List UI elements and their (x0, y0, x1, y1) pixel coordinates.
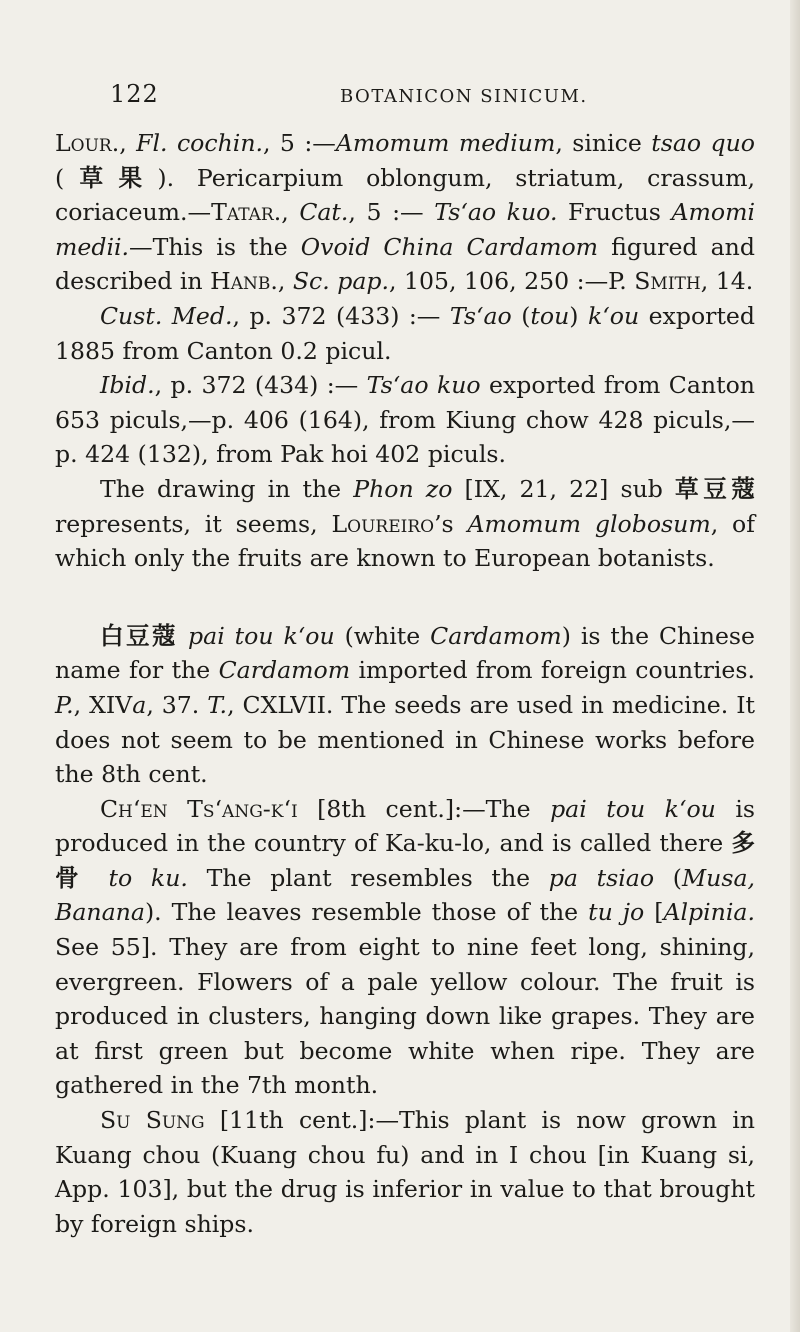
text-run: exported 1885 from Canton 0.2 picul. (55, 301, 755, 365)
page-header (0, 80, 800, 110)
text-run: figured and described in (55, 232, 755, 296)
italic-text: Ts‘ao kuo (366, 371, 481, 400)
text-run: ). Pericarpium oblongum, striatum, crassum, coriaceum.— (55, 163, 755, 227)
running-head: BOTANICON SINICUM. (340, 86, 588, 107)
text-run: See 55]. They are from eight to nine feet long, shining, evergreen. Flowers of a pale yellow colour. The fruit is produced in clusters, hanging down like grapes. They are at first green but become white when ripe. They are gathered in the 7th month. (55, 933, 755, 1100)
text-run: represents, it seems, (55, 509, 332, 538)
small-caps-name: Smith (634, 267, 701, 296)
italic-text: pai tou k‘ou (188, 621, 335, 650)
page-number: 122 (110, 80, 159, 108)
text-run: ( (511, 301, 531, 330)
italic-text: Cardamom (218, 656, 351, 685)
italic-text: Cat. (299, 198, 349, 227)
text-run: , (281, 198, 300, 227)
italic-text: pai tou k‘ou (550, 794, 716, 823)
italic-text: Ts‘ao (449, 301, 512, 330)
small-caps-name: Hanb. (210, 267, 278, 296)
body-text (55, 126, 755, 1241)
italic-text: Ibid. (100, 371, 155, 400)
text-run: [IX, 21, 22] sub (452, 474, 675, 503)
text-run: , 37. (146, 690, 208, 719)
small-caps-name: Loureiro (331, 509, 435, 538)
page-edge-shadow (790, 0, 800, 1332)
text-run: [ (644, 898, 664, 927)
text-run: , 105, 106, 250 :—P. (389, 267, 635, 296)
chinese-characters: 多骨 (55, 829, 755, 892)
text-run: —This is the (129, 232, 301, 261)
italic-text: Cardamom (430, 621, 562, 650)
paragraph-su-sung (55, 1103, 755, 1241)
italic-text: Amomum globosum (467, 509, 711, 538)
text-run: [11th cent.]:—This plant is now grown in Kuang chou (Kuang chou fu) and in I chou [in Kuang si, App. 103], but the drug is inferior in value to that brought by foreign ships. (55, 1106, 755, 1238)
small-caps-name: Ch‘en Ts‘ang-k‘i (100, 794, 298, 823)
text-run: [8th cent.]:—The (297, 794, 551, 823)
text-run: , XIV (73, 690, 133, 719)
paragraph-cust-med (55, 299, 755, 368)
chinese-characters: 草豆蔻 (674, 474, 755, 503)
text-run: imported from foreign countries. (350, 656, 755, 685)
italic-text: to ku. (108, 863, 188, 892)
text-run: , 5 :— (348, 198, 435, 227)
italic-text: tu jo (588, 898, 645, 927)
paragraph-ibid (55, 368, 755, 472)
chinese-characters: 白豆蔻 (100, 621, 179, 650)
text-run: , of which only the fruits are known to European botanists. (55, 509, 755, 573)
text-run (90, 864, 109, 892)
italic-text: a (132, 690, 147, 719)
text-run: exported from Canton 653 piculs,—p. 406 (164), from Kiung chow 428 piculs,— p. 424 (132), from Pak hoi 402 piculs. (55, 371, 755, 469)
italic-text: Phon zo (353, 474, 453, 503)
italic-text: tsao quo (651, 129, 756, 157)
italic-text: Alpinia. (663, 898, 755, 927)
text-run: is produced in the country of Ka-ku-lo, and is called there (55, 794, 756, 858)
paragraph-pai-tou-kou (55, 619, 755, 792)
paragraph-chen-tsang-ki (55, 792, 755, 1103)
text-run: ) (569, 301, 588, 330)
chinese-characters: 草果 (64, 163, 158, 192)
text-run: ) is the Chinese name for the (55, 621, 756, 685)
small-caps-name: Lour. (55, 129, 120, 157)
text-run: , 14. (700, 267, 754, 296)
italic-text: Amomi medii. (55, 198, 756, 261)
italic-text: P. (55, 690, 74, 719)
small-caps-name: Su Sung (100, 1106, 205, 1135)
text-run: ( (55, 163, 65, 192)
italic-text: Fl. cochin. (136, 129, 264, 157)
italic-text: k‘ou (587, 301, 640, 330)
italic-text: T. (207, 690, 228, 719)
text-run: , p. 372 (434) :— (154, 371, 367, 400)
italic-text: Musa, Banana (55, 863, 756, 927)
paragraph-drawing (55, 472, 755, 576)
text-run: , sinice (555, 129, 652, 157)
text-run: Fructus (557, 198, 672, 227)
text-run: , p. 372 (433) :— (232, 301, 450, 330)
text-run: ). The leaves resemble those of the (144, 898, 589, 927)
italic-text: Ovoid China Cardamom (300, 232, 599, 261)
italic-text: Cust. Med. (100, 301, 233, 330)
text-run: The plant resembles the (187, 863, 549, 892)
text-run: The drawing in the (100, 474, 354, 503)
text-run (178, 622, 188, 650)
text-run: ’s (434, 509, 468, 538)
italic-text: tou (530, 301, 570, 330)
italic-text: Ts‘ao kuo. (434, 198, 558, 227)
text-run: , CXLVII. The seeds are used in medicine. It does not seem to be mentioned in Chinese works before the 8th cent. (55, 690, 756, 789)
text-run: , (119, 129, 137, 157)
text-run: (white (334, 621, 431, 650)
italic-text: Sc. pap. (292, 267, 390, 296)
paragraph-loureiro (55, 126, 755, 299)
italic-text: pa tsiao (548, 863, 655, 892)
text-run: ( (654, 863, 682, 892)
italic-text: Amomum medium (335, 129, 556, 157)
small-caps-name: Tatar. (211, 198, 282, 227)
text-run: , 5 :— (263, 129, 336, 157)
text-run: , (277, 267, 293, 296)
